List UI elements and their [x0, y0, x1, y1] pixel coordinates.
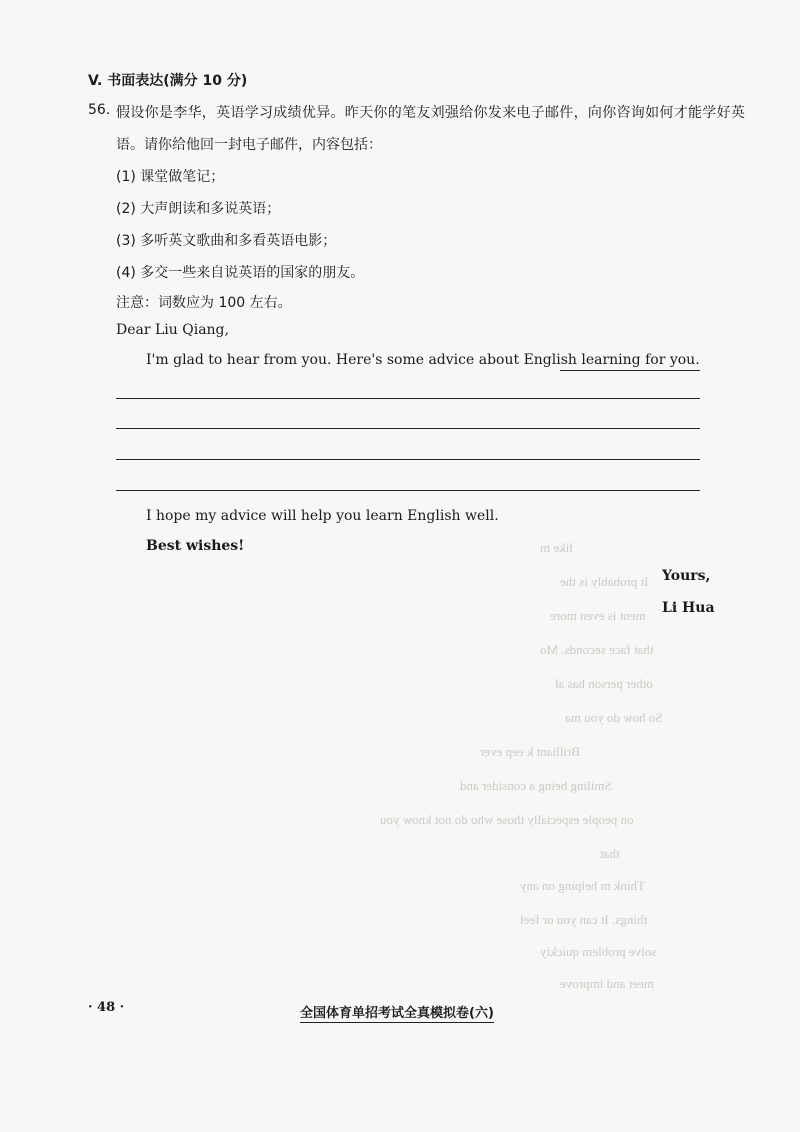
answer-line[interactable] — [116, 398, 700, 399]
question-number: 56. — [88, 102, 111, 118]
answer-line[interactable] — [116, 459, 700, 460]
bleed-through-text: things. It can you or feel — [520, 912, 648, 927]
requirement-item: (4) 多交一些来自说英语的国家的朋友。 — [116, 265, 365, 281]
letter-signoff: Yours, — [662, 568, 711, 584]
question-prompt: 语。请你给他回一封电子邮件，内容包括： — [116, 137, 382, 153]
exam-series-title: 全国体育单招考试全真模拟卷(六) — [300, 1002, 494, 1023]
answer-line[interactable] — [116, 428, 700, 429]
section-heading: V. 书面表达(满分 10 分) — [88, 73, 248, 89]
bleed-through-text: It probably is the — [560, 574, 649, 589]
bleed-through-text: like m — [540, 540, 573, 555]
requirement-item: (1) 课堂做笔记； — [116, 169, 225, 185]
letter-signature: Li Hua — [662, 600, 715, 616]
word-count-note: 注意：词数应为 100 左右。 — [116, 295, 292, 311]
bleed-through-text: So how do you ma — [565, 710, 663, 725]
bleed-through-text: Brilliant k eep ever — [480, 744, 580, 759]
page-number: · 48 · — [88, 1000, 125, 1015]
bleed-through-text: that — [600, 846, 620, 861]
bleed-through-text: Think m helping on any — [520, 878, 645, 893]
question-prompt: 假设你是李华，英语学习成绩优异。昨天你的笔友刘强给你发来电子邮件，向你咨询如何才能学好英 — [116, 105, 746, 121]
bleed-through-text: on people especially those who do not know you — [380, 812, 634, 827]
answer-line[interactable] — [116, 490, 700, 491]
letter-opening: I'm glad to hear from you. Here's some advice about English learning for you. — [146, 352, 700, 368]
requirement-item: (3) 多听英文歌曲和多看英语电影； — [116, 233, 337, 249]
requirement-item: (2) 大声朗读和多说英语； — [116, 201, 281, 217]
bleed-through-text: meet and improve — [560, 976, 654, 991]
letter-closing: I hope my advice will help you learn English well. — [146, 508, 499, 524]
bleed-through-text: solve problem quickly — [540, 944, 657, 959]
bleed-through-text: Smiling being a consider and — [460, 778, 612, 793]
bleed-through-text: other person has al — [555, 676, 653, 691]
letter-wishes: Best wishes! — [146, 538, 245, 554]
letter-salutation: Dear Liu Qiang, — [116, 322, 229, 338]
bleed-through-text: that face seconds. Mo — [540, 642, 654, 657]
bleed-through-text: ment is even more — [550, 608, 646, 623]
answer-line[interactable] — [560, 370, 700, 371]
